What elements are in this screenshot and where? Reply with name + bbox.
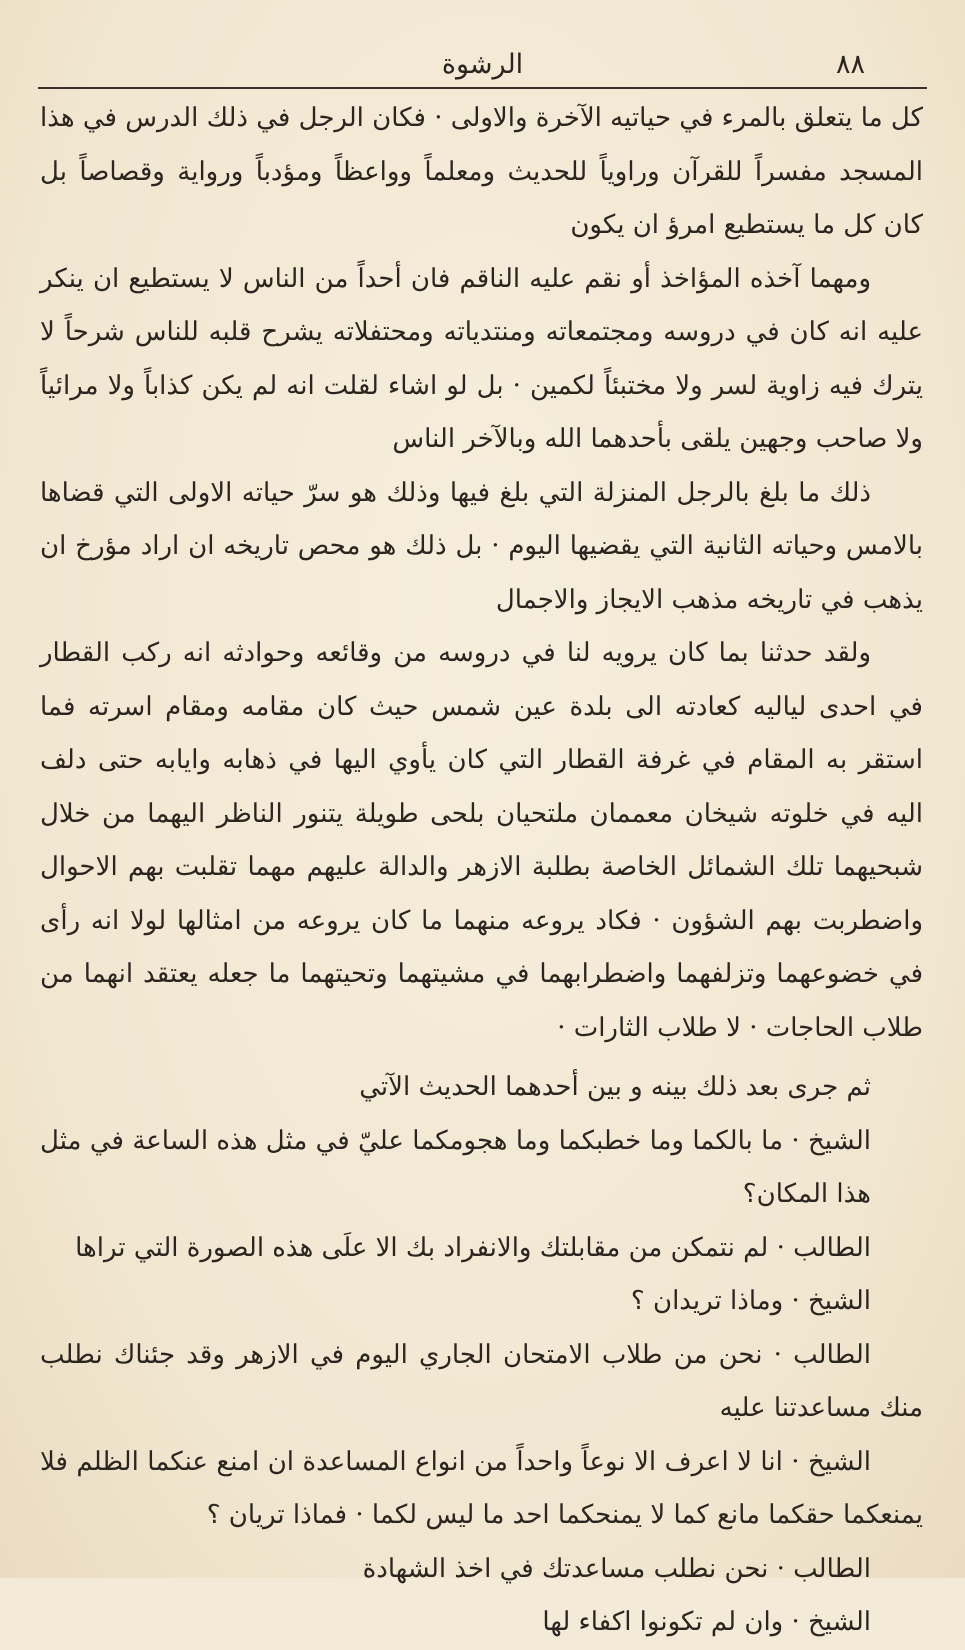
dialogue-line: الشيخ · وان لم تكونوا اكفاء لها — [542, 1607, 871, 1637]
dialogue-intro: ثم جرى بعد ذلك بينه و بين أحدهما الحديث الآتي — [359, 1072, 871, 1102]
page-header — [40, 40, 925, 84]
body-text — [40, 92, 923, 1650]
dialogue-line: الشيخ · ما بالكما وما خطبكما وما هجومكما عليّ في مثل هذه الساعة في مثل هذا المكان؟ — [40, 1125, 871, 1209]
paragraph: ومهما آخذه المؤاخذ أو نقم عليه الناقم فان أحداً من الناس لا يستطيع ان ينكر عليه انه كان في دروسه ومجتمعاته ومنتدياته ومحتفلاته يشرح قلبه للناس شرحاً لا يترك فيه زاوية لسر ولا مختبئاً لكمين · بل لو اشاء لقلت انه لم يكن كذاباً ولا مرائياً ولا صاحب وجهين يلقى بأحدهما الله وبالآخر الناس — [40, 263, 923, 454]
paragraph: ذلك ما بلغ بالرجل المنزلة التي بلغ فيها وذلك هو سرّ حياته الاولى التي قضاها بالامس وحياته الثانية التي يقضيها اليوم · بل ذلك هو محص تاريخه ان اراد مؤرخ ان يذهب في تاريخه مذهب الايجاز والاجمال — [40, 477, 923, 615]
paragraph: كل ما يتعلق بالمرء في حياتيه الآخرة والاولى · فكان الرجل في ذلك الدرس في هذا المسجد مفسراً للقرآن وراوياً للحديث ومعلماً وواعظاً ومؤدباً ورواية وقصاصاً بل كان كل ما يستطيع امرؤ ان يكون — [40, 103, 923, 240]
dialogue-line: الطالب · نحن من طلاب الامتحان الجاري اليوم في الازهر وقد جئناك نطلب منك مساعدتنا عليه — [40, 1339, 923, 1423]
running-title: الرشوة — [441, 49, 524, 80]
dialogue-line: الطالب · نحن نطلب مساعدتك في اخذ الشهادة — [362, 1553, 871, 1584]
paragraph: ولقد حدثنا بما كان يرويه لنا في دروسه من وقائعه وحوادثه انه ركب القطار في احدى لياليه كعادته الى بلدة عين شمس حيث كان مقامه ومقام اسرته فما استقر به المقام في غرفة القطار التي كان يأوي اليها في ذهابه وايابه حتى دلف اليه في خلوته شيخان معممان ملتحيان بلحى طويلة يتنور الناظر اليهما من خلال شبحيهما تلك الشمائل الخاصة بطلبة الازهر والدالة عليهم مهما تقلبت بهم الاحوال واضطربت بهم الشؤون · فكاد يروعه منهما ما كان يروعه من امثالها لولا انه رأى في خضوعهما وتزلفهما واضطرابهما في مشيتهما وتحيتهما ما جعله يعتقد انهما من طلاب الحاجات · لا طلاب الثارات · — [40, 638, 923, 1043]
header-rule — [38, 87, 927, 89]
dialogue-line: الشيخ · انا لا اعرف الا نوعاً واحداً من انواع المساعدة ان امنع عنكما الظلم فلا يمنعكما حقكما مانع كما لا يمنحكما احد ما ليس لكما · فماذا تريان ؟ — [40, 1446, 923, 1530]
dialogue-line: الطالب · لم نتمكن من مقابلتك والانفراد بك الا علَى هذه الصورة التي تراها — [75, 1232, 871, 1263]
dialogue-line: الشيخ · وماذا تريدان ؟ — [630, 1286, 871, 1316]
page-number: ٨٨ — [835, 49, 865, 80]
